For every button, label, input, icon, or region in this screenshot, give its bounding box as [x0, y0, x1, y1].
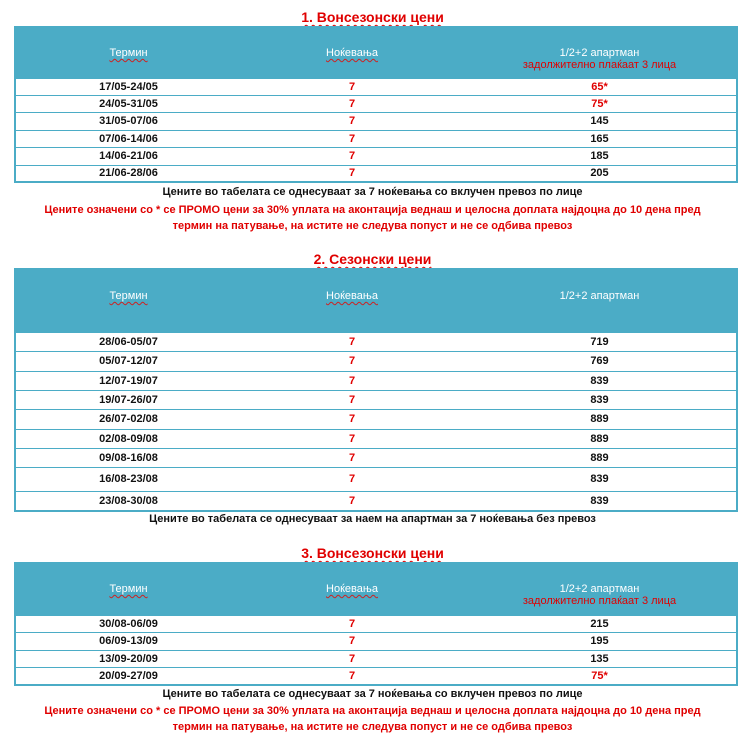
price-table-2: [14, 268, 738, 512]
header-term: [15, 27, 241, 78]
cell-term: 21/06-28/06: [15, 165, 241, 182]
cell-nights: 7: [241, 448, 463, 467]
cell-nights: 7: [241, 371, 463, 390]
cell-price: 839: [463, 390, 737, 409]
cell-nights: 7: [241, 429, 463, 448]
section-3-title-text: 3. Вонсезонски цени: [301, 545, 444, 561]
header-price-text: 1/2+2 апартман: [559, 47, 640, 59]
cell-price: 205: [463, 165, 737, 182]
header-term-text: Термин: [109, 47, 148, 59]
cell-price: 889: [463, 429, 737, 448]
table-header-row: [15, 269, 737, 332]
header-term-text: Термин: [109, 290, 148, 302]
cell-term: 06/09-13/09: [15, 632, 241, 650]
header-price-text: 1/2+2 апартман: [559, 290, 640, 302]
cell-nights: 7: [241, 491, 463, 511]
cell-nights: 7: [241, 632, 463, 650]
table-row: [15, 632, 737, 650]
cell-nights: 7: [241, 112, 463, 130]
cell-price: 185: [463, 147, 737, 165]
cell-price: 75*: [463, 667, 737, 685]
header-price-subtext: задолжително плаќаат 3 лица: [522, 59, 677, 71]
cell-nights: 7: [241, 390, 463, 409]
cell-term: 23/08-30/08: [15, 491, 241, 511]
cell-term: 05/07-12/07: [15, 351, 241, 371]
cell-term: 19/07-26/07: [15, 390, 241, 409]
table-row: [15, 390, 737, 409]
table-row: [15, 165, 737, 182]
table-row: [15, 130, 737, 147]
cell-price: 839: [463, 371, 737, 390]
header-term-text: Термин: [109, 583, 148, 595]
cell-nights: 7: [241, 615, 463, 632]
header-price-text: 1/2+2 апартман: [559, 583, 640, 595]
cell-price: 75*: [463, 95, 737, 112]
table-row: [15, 371, 737, 390]
cell-term: 20/09-27/09: [15, 667, 241, 685]
cell-term: 07/06-14/06: [15, 130, 241, 147]
table-row: [15, 491, 737, 511]
cell-term: 09/08-16/08: [15, 448, 241, 467]
header-term: [15, 563, 241, 615]
table-row: [15, 147, 737, 165]
cell-term: 30/08-06/09: [15, 615, 241, 632]
section-1-promo-note-line2: термин на патување, на истите не следува попуст и не се одбива превоз: [172, 220, 573, 232]
cell-price: 145: [463, 112, 737, 130]
cell-term: 02/08-09/08: [15, 429, 241, 448]
cell-term: 17/05-24/05: [15, 78, 241, 95]
table-body-3: [15, 615, 737, 685]
section-3-title: [0, 545, 745, 561]
cell-nights: 7: [241, 351, 463, 371]
header-price: [463, 269, 737, 332]
table-row: [15, 78, 737, 95]
section-1-title: [0, 9, 745, 25]
cell-term: 14/06-21/06: [15, 147, 241, 165]
table-row: [15, 615, 737, 632]
cell-price: 215: [463, 615, 737, 632]
table-body-2: [15, 332, 737, 511]
cell-nights: 7: [241, 95, 463, 112]
cell-term: 13/09-20/09: [15, 650, 241, 667]
table-row: [15, 650, 737, 667]
cell-price: 195: [463, 632, 737, 650]
section-3-promo-note-line2: термин на патување, на истите не следува попуст и не се одбива превоз: [172, 721, 573, 733]
cell-price: 165: [463, 130, 737, 147]
section-1-title-text: 1. Вонсезонски цени: [301, 9, 444, 25]
cell-price: 839: [463, 491, 737, 511]
cell-nights: 7: [241, 332, 463, 351]
cell-nights: 7: [241, 147, 463, 165]
table-row: [15, 429, 737, 448]
cell-price: 839: [463, 467, 737, 491]
cell-price: 719: [463, 332, 737, 351]
cell-nights: 7: [241, 650, 463, 667]
cell-price: 65*: [463, 78, 737, 95]
cell-term: 26/07-02/08: [15, 409, 241, 429]
cell-term: 16/08-23/08: [15, 467, 241, 491]
section-3-promo-note-line1: Цените означени со * се ПРОМО цени за 30% уплата на аконтација веднаш и целосна доплата најдоцна до 10 дена пред: [44, 705, 701, 717]
cell-nights: 7: [241, 130, 463, 147]
header-term: [15, 269, 241, 332]
section-1-promo-note-line1: Цените означени со * се ПРОМО цени за 30% уплата на аконтација веднаш и целосна доплата најдоцна до 10 дена пред: [44, 204, 701, 216]
cell-term: 31/05-07/06: [15, 112, 241, 130]
cell-price: 135: [463, 650, 737, 667]
section-3-note: Цените во табелата се однесуваат за 7 ноќевања со вклучен превоз по лице: [162, 688, 583, 700]
cell-nights: 7: [241, 78, 463, 95]
cell-term: 12/07-19/07: [15, 371, 241, 390]
header-nights: [241, 269, 463, 332]
header-nights: [241, 563, 463, 615]
table-row: [15, 467, 737, 491]
cell-nights: 7: [241, 467, 463, 491]
table-row: [15, 351, 737, 371]
cell-term: 24/05-31/05: [15, 95, 241, 112]
header-price: [463, 563, 737, 615]
table-header-row: [15, 27, 737, 78]
cell-term: 28/06-05/07: [15, 332, 241, 351]
table-header-row: [15, 563, 737, 615]
cell-nights: 7: [241, 165, 463, 182]
cell-price: 889: [463, 448, 737, 467]
cell-nights: 7: [241, 667, 463, 685]
header-nights-text: Ноќевања: [326, 290, 378, 302]
cell-price: 769: [463, 351, 737, 371]
cell-price: 889: [463, 409, 737, 429]
price-table-1: [14, 26, 738, 183]
table-row: [15, 95, 737, 112]
header-nights-text: Ноќевања: [326, 583, 378, 595]
table-row: [15, 448, 737, 467]
header-price-subtext: задолжително плаќаат 3 лица: [522, 595, 677, 607]
table-body-1: [15, 78, 737, 182]
cell-nights: 7: [241, 409, 463, 429]
table-row: [15, 409, 737, 429]
section-2-note: Цените во табелата се однесуваат за наем на апартман за 7 ноќевања без превоз: [149, 513, 596, 525]
section-2-title: [0, 251, 745, 267]
table-row: [15, 112, 737, 130]
table-row: [15, 667, 737, 685]
section-2-title-text: 2. Сезонски цени: [313, 251, 432, 267]
header-nights-text: Ноќевања: [326, 47, 378, 59]
header-nights: [241, 27, 463, 78]
price-table-3: [14, 562, 738, 686]
section-1-note: Цените во табелата се однесуваат за 7 ноќевања со вклучен превоз по лице: [162, 186, 583, 198]
table-row: [15, 332, 737, 351]
header-price: [463, 27, 737, 78]
